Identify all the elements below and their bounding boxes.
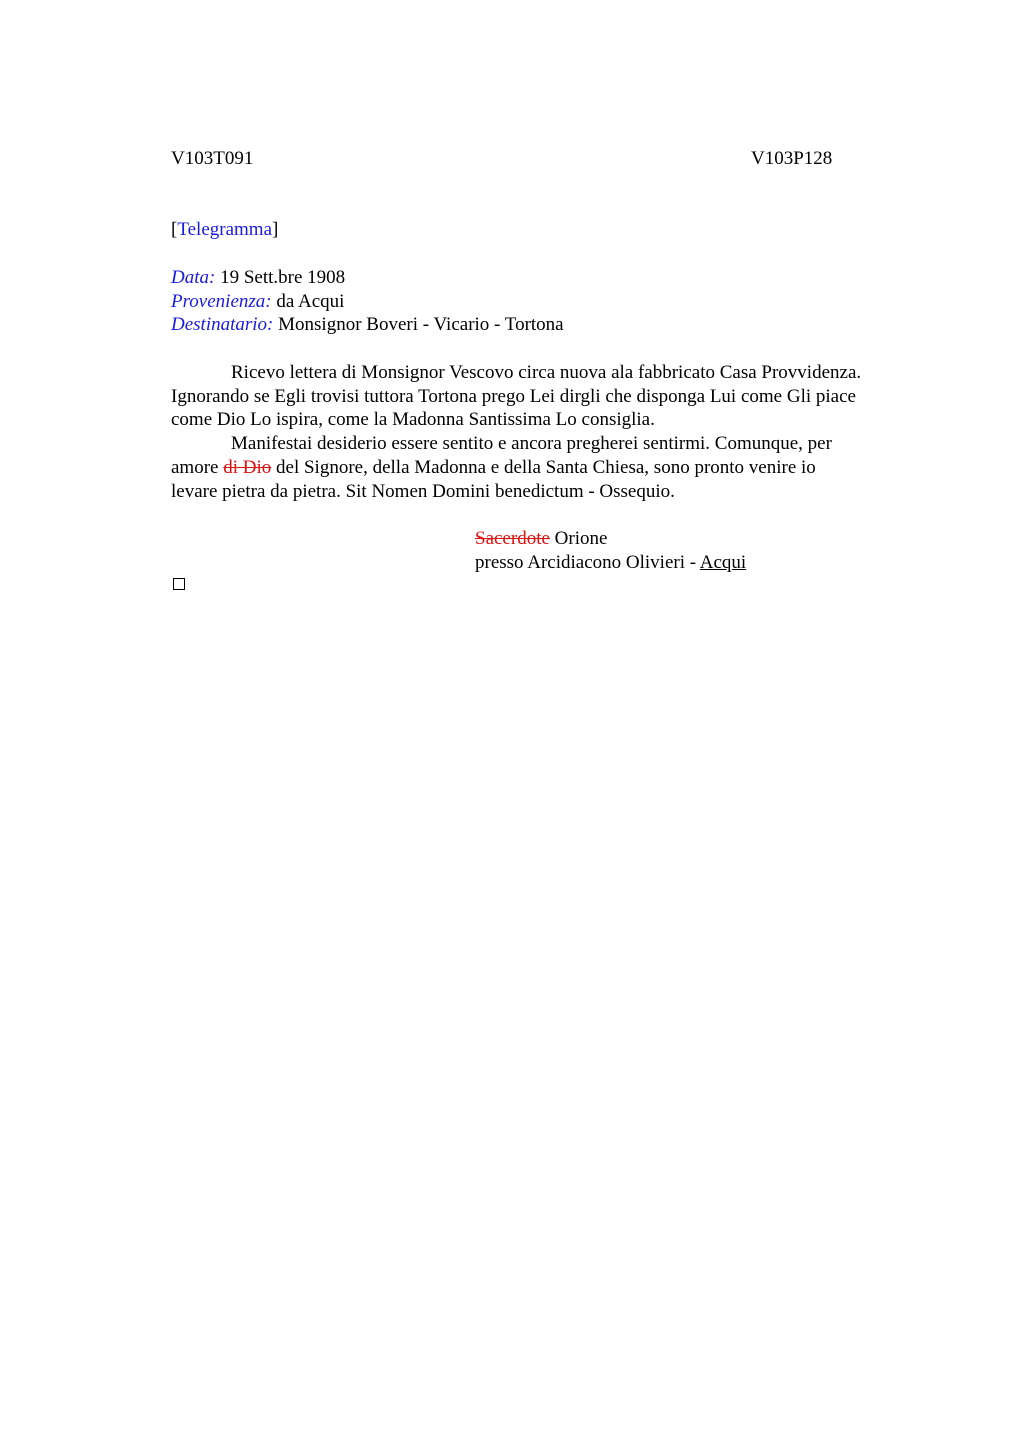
- body-paragraph-2-line-1: Manifestai desiderio essere sentito e ancora pregherei sentirmi. Comunque, per: [231, 433, 832, 454]
- date-label: Data:: [171, 267, 216, 288]
- text-segment: amore: [171, 457, 224, 478]
- body-paragraph-2-line-2: [171, 457, 816, 479]
- document-code-left: V103T091: [171, 148, 254, 169]
- body-paragraph-1-line-2: Ignorando se Egli trovisi tuttora Tortona prego Lei dirgli che disponga Lui come Gli piace: [171, 386, 856, 407]
- origin-label: Provenienza:: [171, 291, 272, 312]
- recipient-value: Monsignor Boveri - Vicario - Tortona: [273, 314, 564, 335]
- bracket-open: [: [171, 219, 178, 240]
- document-type: [171, 219, 278, 241]
- bracket-close: ]: [272, 219, 279, 240]
- origin-row: [171, 291, 344, 313]
- signature-name: Orione: [549, 528, 608, 549]
- recipient-label: Destinatario:: [171, 314, 274, 335]
- address-place: Acqui: [699, 552, 747, 573]
- end-marker-box-icon: [173, 578, 185, 590]
- signature-line: [475, 528, 607, 550]
- deleted-text: di Dio: [223, 457, 272, 478]
- date-row: [171, 267, 345, 289]
- document-type-label: Telegramma: [177, 219, 273, 240]
- signature-address: [475, 552, 746, 574]
- deleted-title: Sacerdote: [475, 528, 550, 549]
- text-segment: del Signore, della Madonna e della Santa Chiesa, sono pronto venire io: [271, 457, 816, 478]
- origin-value: da Acqui: [271, 291, 345, 312]
- body-paragraph-1-line-3: come Dio Lo ispira, come la Madonna Santissima Lo consiglia.: [171, 409, 655, 430]
- body-paragraph-2-line-3: levare pietra da pietra. Sit Nomen Domini benedictum - Ossequio.: [171, 481, 675, 502]
- body-paragraph-1-line-1: Ricevo lettera di Monsignor Vescovo circa nuova ala fabbricato Casa Provvidenza.: [231, 362, 862, 383]
- address-text: presso Arcidiacono Olivieri -: [475, 552, 700, 573]
- document-code-right: V103P128: [751, 148, 833, 169]
- recipient-row: [171, 314, 564, 336]
- date-value: 19 Sett.bre 1908: [215, 267, 346, 288]
